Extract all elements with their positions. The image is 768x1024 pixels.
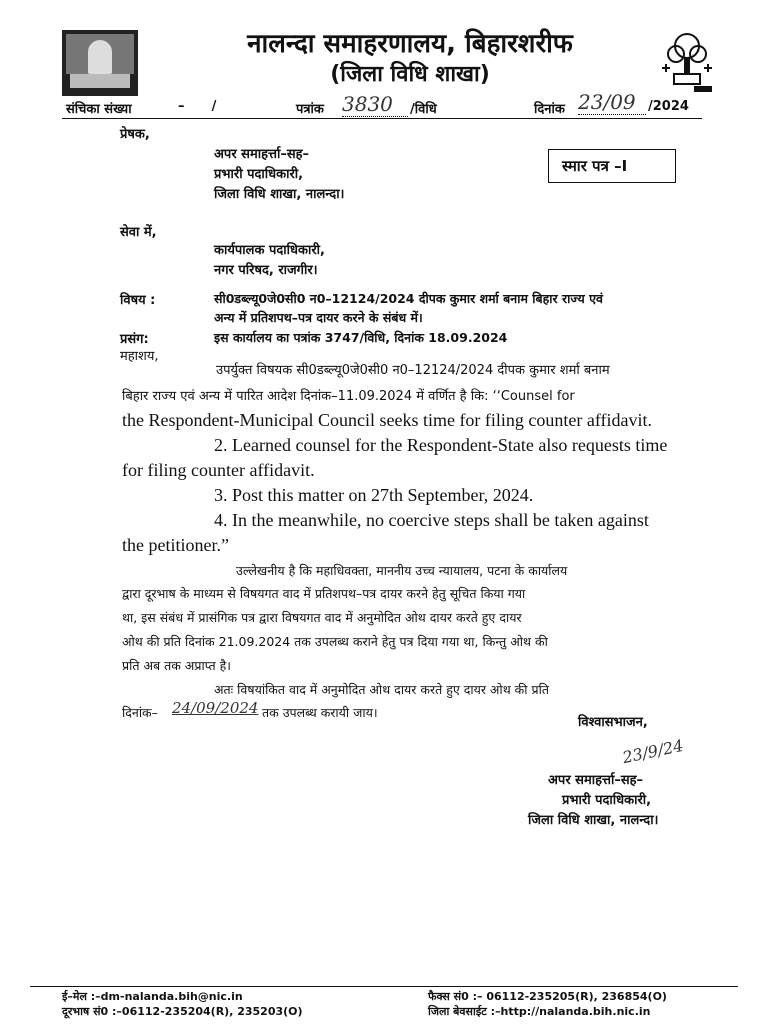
- district-emblem-photo: [62, 30, 138, 96]
- body-p2-line-2: for filing counter affidavit.: [122, 460, 315, 480]
- footer-fax: फैक्स सं0 :– 06112-235205(R), 236854(O): [428, 990, 667, 1003]
- body-p5-line-5: प्रति अब तक अप्राप्त है।: [122, 658, 232, 673]
- body-p3: 3. Post this matter on 27th September, 2024.: [214, 485, 534, 505]
- subject-line-1: सी0डब्ल्यू0जे0सी0 न0–12124/2024 दीपक कुमार शर्मा बनाम बिहार राज्य एवं: [214, 291, 603, 306]
- header-rule: [62, 118, 702, 119]
- sender-line-1: अपर समाहर्त्ता–सह–: [214, 147, 310, 162]
- body-p6-suffix: तक उपलब्ध करायी जाय।: [262, 705, 378, 720]
- file-number-value: – /: [178, 99, 217, 114]
- subject-line-2: अन्य में प्रतिशपथ–पत्र दायर करने के संबंध में।: [214, 310, 423, 325]
- closing-line-3: जिला विधि शाखा, नालन्दा।: [528, 813, 659, 828]
- letter-number-handwritten: 3830: [342, 92, 408, 117]
- body-p1-line-3: the Respondent-Municipal Council seeks time for filing counter affidavit.: [122, 410, 653, 430]
- footer-website: जिला बेवसाईट :–http://nalanda.bih.nic.in: [428, 1005, 651, 1018]
- closing-line-2: प्रभारी पदाधिकारी,: [562, 793, 652, 808]
- letter-number-label: पत्रांक: [296, 102, 324, 117]
- sender-line-3: जिला विधि शाखा, नालन्दा।: [214, 187, 345, 202]
- footer-phone: दूरभाष सं0 :–06112-235204(R), 235203(O): [62, 1005, 303, 1018]
- bihar-emblem-icon: [656, 28, 718, 94]
- reminder-label: स्मार पत्र –I: [562, 157, 628, 175]
- recipient-line-2: नगर परिषद, राजगीर।: [214, 263, 318, 278]
- body-p4-line-2: the petitioner.”: [122, 535, 229, 555]
- section-title: (जिला विधि शाखा): [330, 62, 490, 87]
- footer-email: ई–मेल :–dm-nalanda.bih@nic.in: [62, 990, 243, 1003]
- body-p5-line-2: द्वारा दूरभाष के माध्यम से विषयगत वाद में प्रतिशपथ–पत्र दायर करने हेतु सूचित किया गया: [122, 586, 526, 601]
- body-p2-line-1: 2. Learned counsel for the Respondent-State also requests time: [214, 435, 668, 455]
- date-handwritten: 23/09: [578, 90, 646, 115]
- reference-label: प्रसंग:: [120, 332, 149, 347]
- body-p5-line-1: उल्लेखनीय है कि महाधिवक्ता, माननीय उच्च न्यायालय, पटना के कार्यालय: [236, 563, 568, 578]
- signature: 23/9/24: [620, 735, 685, 768]
- sender-line-2: प्रभारी पदाधिकारी,: [214, 167, 304, 182]
- body-p5-line-4: ओथ की प्रति दिनांक 21.09.2024 तक उपलब्ध कराने हेतु पत्र दिया गया था, किन्तु ओथ की: [122, 634, 548, 649]
- closing-line-1: अपर समाहर्त्ता–सह–: [548, 773, 644, 788]
- reference-text: इस कार्यालय का पत्रांक 3747/विधि, दिनांक 18.09.2024: [214, 330, 508, 345]
- salutation: महाशय,: [120, 349, 159, 364]
- body-p6-prefix: दिनांक–: [122, 705, 158, 720]
- footer-rule: [30, 986, 738, 987]
- closing-regards: विश्वासभाजन,: [578, 715, 648, 730]
- body-p6-line-1: अतः विषयांकित वाद में अनुमोदित ओथ दायर करते हुए दायर ओथ की प्रति: [214, 682, 549, 697]
- letter-number-suffix: /विधि: [410, 102, 437, 117]
- body-p1-line-2: बिहार राज्य एवं अन्य में पारित आदेश दिनांक–11.09.2024 में वर्णित है कि: ‘‘Counsel for: [122, 389, 575, 404]
- office-title: नालन्दा समाहरणालय, बिहारशरीफ: [247, 29, 573, 59]
- body-p5-line-3: था, इस संबंध में प्रासंगिक पत्र द्वारा विषयगत वाद में अनुमोदित ओथ दायर करते हुए दायर: [122, 610, 522, 625]
- recipient-label: सेवा में,: [120, 225, 157, 240]
- body-p6-handwritten-date: 24/09/2024: [172, 699, 259, 717]
- recipient-line-1: कार्यपालक पदाधिकारी,: [214, 243, 325, 258]
- body-p1-line-1: उपर्युक्त विषयक सी0डब्ल्यू0जे0सी0 न0–12124/2024 दीपक कुमार शर्मा बनाम: [216, 363, 610, 378]
- subject-label: विषय :: [120, 293, 156, 308]
- sender-label: प्रेषक,: [120, 127, 150, 142]
- date-year: /2024: [648, 99, 689, 114]
- date-label: दिनांक: [534, 102, 565, 117]
- body-p4-line-1: 4. In the meanwhile, no coercive steps shall be taken against: [214, 510, 649, 530]
- file-number-label: संचिका संख्या: [66, 102, 132, 117]
